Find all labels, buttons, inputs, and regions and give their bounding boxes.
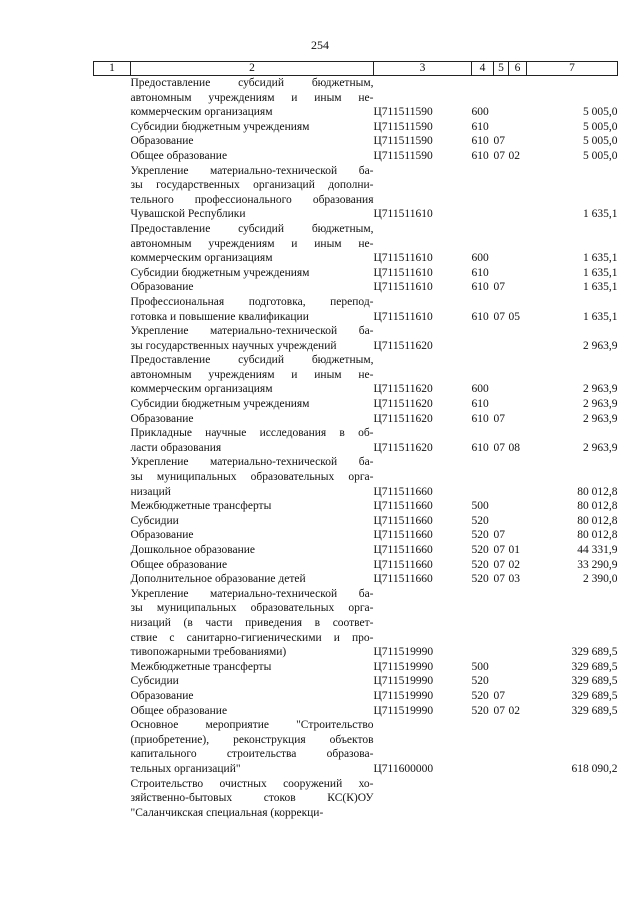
item-name-cell — [131, 587, 374, 660]
expense-type-cell: 520 — [471, 514, 489, 527]
item-name-line: Предоставление субсидий бюджетным, — [130, 354, 374, 367]
item-name-cell — [131, 572, 374, 587]
item-name-cell — [131, 295, 374, 324]
section-cell: 07 — [493, 281, 505, 294]
amount-cell: 2 390,0 — [583, 573, 618, 586]
target-code-cell: Ц711511620 — [373, 339, 433, 352]
item-name-line: Субсидии бюджетным учреждениям — [130, 120, 310, 133]
target-code-cell: Ц711511610 — [373, 208, 433, 221]
subsection-cell: 02 — [508, 558, 520, 571]
item-name-line: зы государственных научных учреждений — [130, 339, 337, 352]
item-name-cell — [131, 266, 374, 281]
subsection-cell — [509, 222, 527, 266]
table-row — [94, 412, 618, 427]
subsection-cell — [509, 587, 527, 660]
expense-type-cell: 520 — [471, 544, 489, 556]
item-name-cell — [131, 704, 374, 719]
amount-cell: 2 963,9 — [583, 383, 618, 396]
row-number-cell — [94, 134, 131, 149]
table-row — [94, 689, 618, 704]
item-name-line: Межбюджетные трансферты — [130, 660, 272, 673]
item-name-line: Прикладные научные исследования в об- — [130, 427, 374, 440]
expense-type-cell: 520 — [471, 529, 489, 542]
expense-type-cell: 610 — [471, 398, 489, 411]
section-cell — [494, 353, 509, 397]
amount-cell: 2 963,9 — [583, 441, 618, 454]
amount-cell: 1 635,1 — [583, 310, 618, 323]
amount-cell: 2 963,9 — [583, 339, 618, 352]
expense-type-cell: 520 — [471, 704, 489, 717]
expense-type-cell: 610 — [471, 149, 489, 162]
section-cell: 07 — [493, 558, 505, 571]
section-cell — [494, 222, 509, 266]
amount-cell: 2 963,9 — [583, 398, 618, 411]
section-cell: 07 — [493, 149, 505, 162]
section-cell: 07 — [493, 310, 505, 323]
target-code-cell: Ц711511660 — [373, 558, 433, 571]
item-name-cell — [131, 514, 374, 529]
table-header-row — [94, 62, 618, 76]
item-name-line: Образование — [130, 529, 194, 542]
item-name-line: Укрепление материально-технической ба- — [130, 587, 374, 600]
header-col-4: 4 — [472, 62, 494, 76]
target-code-cell: Ц711519990 — [373, 660, 434, 673]
subsection-cell — [509, 499, 527, 514]
item-name-cell — [131, 718, 374, 776]
subsection-cell — [509, 353, 527, 397]
item-name-line: автономным учреждениям и иным не- — [130, 368, 374, 381]
amount-cell: 329 689,5 — [571, 675, 618, 688]
item-name-line: Укрепление материально-технической ба- — [130, 164, 374, 177]
row-number-cell — [94, 718, 131, 776]
item-name-line: коммерческим организациям — [130, 383, 273, 396]
item-name-cell — [131, 543, 374, 558]
row-number-cell — [94, 266, 131, 281]
subsection-cell: 01 — [508, 544, 520, 556]
table-row — [94, 455, 618, 499]
subsection-cell: 02 — [508, 149, 520, 162]
header-col-2: 2 — [131, 62, 374, 76]
target-code-cell: Ц711600000 — [373, 762, 434, 775]
table-row — [94, 280, 618, 295]
header-col-1: 1 — [94, 62, 131, 76]
subsection-cell — [509, 134, 527, 149]
target-code-cell: Ц711511610 — [373, 310, 433, 323]
item-name-cell — [131, 674, 374, 689]
item-name-cell — [131, 134, 374, 149]
item-name-cell — [131, 222, 374, 266]
amount-cell: 80 012,8 — [577, 485, 618, 498]
table-row — [94, 76, 618, 120]
page-number: 254 — [311, 38, 329, 52]
table-row — [94, 543, 618, 558]
expense-type-cell — [472, 324, 494, 353]
item-name-line: Общее образование — [130, 704, 228, 717]
item-name-line: Образование — [130, 689, 194, 702]
item-name-line: капитального строительства образова- — [130, 748, 374, 761]
section-cell — [494, 455, 509, 499]
table-row — [94, 295, 618, 324]
table-row — [94, 134, 618, 149]
target-code-cell: Ц711511610 — [373, 252, 433, 265]
item-name-line: Субсидии — [130, 675, 179, 688]
item-name-line: Дополнительное образование детей — [130, 573, 306, 586]
item-name-cell — [131, 149, 374, 164]
target-code-cell: Ц711511620 — [373, 441, 433, 454]
subsection-cell — [509, 164, 527, 222]
subsection-cell — [509, 777, 527, 821]
item-name-line: ствие с санитарно-гигиеническими и про- — [130, 631, 374, 644]
item-name-cell — [131, 426, 374, 455]
target-code-cell: Ц711511660 — [373, 500, 433, 513]
row-number-cell — [94, 353, 131, 397]
amount-cell: 1 635,1 — [583, 208, 618, 221]
amount-cell: 5 005,0 — [583, 149, 618, 162]
subsection-cell — [509, 397, 527, 412]
expense-type-cell: 520 — [471, 573, 489, 586]
amount-cell: 618 090,2 — [571, 762, 618, 775]
target-code-cell: Ц711511620 — [373, 398, 433, 411]
item-name-cell — [131, 164, 374, 222]
expense-type-cell — [472, 455, 494, 499]
expense-type-cell: 520 — [471, 558, 489, 571]
item-name-line: Строительство очистных сооружений хо- — [130, 777, 374, 790]
expense-type-cell: 610 — [471, 135, 489, 148]
table-row — [94, 222, 618, 266]
table-row — [94, 499, 618, 514]
table-row — [94, 149, 618, 164]
section-cell — [494, 164, 509, 222]
row-number-cell — [94, 120, 131, 135]
amount-cell: 80 012,8 — [577, 500, 618, 513]
amount-cell: 2 963,9 — [583, 412, 618, 425]
item-name-line: Образование — [130, 412, 194, 425]
row-number-cell — [94, 280, 131, 295]
expense-type-cell: 500 — [471, 660, 489, 673]
item-name-line: тивопожарными требованиями) — [130, 646, 287, 659]
table-row — [94, 324, 618, 353]
expense-type-cell — [472, 164, 494, 222]
item-name-cell — [131, 558, 374, 573]
section-cell — [494, 718, 509, 776]
table-row — [94, 397, 618, 412]
subsection-cell — [509, 689, 527, 704]
target-code-cell: Ц711511620 — [373, 412, 433, 425]
row-number-cell — [94, 660, 131, 675]
row-number-cell — [94, 777, 131, 821]
subsection-cell — [509, 660, 527, 675]
subsection-cell: 02 — [508, 704, 520, 717]
expense-type-cell: 610 — [471, 412, 489, 425]
expense-type-cell: 600 — [471, 383, 489, 396]
amount-cell: 329 689,5 — [571, 646, 618, 659]
item-name-cell — [131, 324, 374, 353]
item-name-line: тельных организаций" — [130, 762, 241, 775]
amount-cell: 1 635,1 — [583, 266, 618, 279]
expense-type-cell — [472, 587, 494, 660]
expense-type-cell: 610 — [471, 281, 489, 294]
subsection-cell: 08 — [508, 441, 520, 454]
item-name-line: коммерческим организациям — [130, 252, 273, 265]
expense-type-cell: 520 — [471, 689, 489, 702]
section-cell — [494, 587, 509, 660]
section-cell: 07 — [493, 544, 505, 556]
amount-cell: 5 005,0 — [583, 106, 618, 119]
target-code-cell — [374, 777, 472, 821]
amount-cell: 5 005,0 — [583, 135, 618, 148]
row-number-cell — [94, 587, 131, 660]
item-name-cell — [131, 397, 374, 412]
target-code-cell: Ц711519990 — [373, 675, 434, 688]
row-number-cell — [94, 572, 131, 587]
table-row — [94, 164, 618, 222]
subsection-cell — [509, 280, 527, 295]
subsection-cell: 03 — [508, 573, 520, 586]
item-name-line: Укрепление материально-технической ба- — [130, 325, 374, 338]
target-code-cell: Ц711511590 — [373, 120, 433, 133]
item-name-cell — [131, 455, 374, 499]
row-number-cell — [94, 499, 131, 514]
section-cell — [494, 660, 509, 675]
subsection-cell — [509, 455, 527, 499]
row-number-cell — [94, 412, 131, 427]
subsection-cell — [509, 266, 527, 281]
subsection-cell — [509, 674, 527, 689]
row-number-cell — [94, 543, 131, 558]
table-row — [94, 587, 618, 660]
table-row — [94, 674, 618, 689]
target-code-cell: Ц711511660 — [373, 529, 433, 542]
item-name-line: низаций — [130, 485, 171, 498]
target-code-cell: Ц711511590 — [373, 149, 433, 162]
table-body — [94, 76, 618, 821]
budget-table — [93, 61, 618, 820]
table-row — [94, 353, 618, 397]
target-code-cell: Ц711511590 — [373, 135, 433, 148]
item-name-cell — [131, 689, 374, 704]
subsection-cell — [509, 120, 527, 135]
expense-type-cell: 610 — [471, 266, 489, 279]
row-number-cell — [94, 455, 131, 499]
section-cell — [494, 499, 509, 514]
section-cell: 07 — [493, 573, 505, 586]
section-cell — [494, 266, 509, 281]
item-name-line: Профессиональная подготовка, перепод- — [130, 295, 374, 308]
item-name-line: Образование — [130, 135, 194, 148]
header-col-5: 5 — [494, 62, 509, 76]
table-row — [94, 528, 618, 543]
expense-type-cell — [472, 777, 494, 821]
item-name-line: Субсидии бюджетным учреждениям — [130, 398, 310, 411]
expense-type-cell: 520 — [471, 675, 489, 688]
table-row — [94, 704, 618, 719]
item-name-line: Предоставление субсидий бюджетным, — [130, 222, 374, 235]
amount-cell — [527, 777, 618, 821]
row-number-cell — [94, 426, 131, 455]
item-name-cell — [131, 528, 374, 543]
table-row — [94, 572, 618, 587]
row-number-cell — [94, 295, 131, 324]
table-row — [94, 660, 618, 675]
amount-cell: 1 635,1 — [583, 252, 618, 265]
item-name-cell — [131, 76, 374, 120]
header-col-7: 7 — [527, 62, 618, 76]
target-code-cell: Ц711511660 — [373, 514, 433, 527]
amount-cell: 5 005,0 — [583, 120, 618, 133]
table-row — [94, 426, 618, 455]
section-cell: 07 — [493, 135, 505, 148]
subsection-cell — [509, 412, 527, 427]
item-name-line: Субсидии бюджетным учреждениям — [130, 266, 310, 279]
section-cell — [494, 324, 509, 353]
item-name-line: тельного профессионального образования — [130, 193, 374, 206]
item-name-cell — [131, 660, 374, 675]
item-name-line: коммерческим организациям — [130, 106, 273, 119]
section-cell: 07 — [493, 412, 505, 425]
subsection-cell — [509, 528, 527, 543]
expense-type-cell: 610 — [471, 441, 489, 454]
item-name-line: "Саланчикская специальная (коррекци- — [130, 806, 324, 819]
subsection-cell — [509, 324, 527, 353]
target-code-cell: Ц711511620 — [373, 383, 433, 396]
subsection-cell: 05 — [508, 310, 520, 323]
item-name-line: (приобретение), реконструкция объектов — [130, 733, 374, 746]
item-name-line: Субсидии — [130, 514, 179, 527]
section-cell — [494, 397, 509, 412]
item-name-line: Предоставление субсидий бюджетным, — [130, 77, 374, 89]
row-number-cell — [94, 76, 131, 120]
expense-type-cell: 500 — [471, 500, 489, 513]
row-number-cell — [94, 558, 131, 573]
item-name-line: низаций (в части приведения в соответ- — [130, 616, 374, 629]
amount-cell: 44 331,9 — [577, 544, 618, 556]
amount-cell: 33 290,9 — [577, 558, 618, 571]
item-name-line: зы муниципальных образовательных орга- — [130, 602, 374, 615]
target-code-cell: Ц711511660 — [373, 485, 433, 498]
row-number-cell — [94, 674, 131, 689]
subsection-cell — [509, 76, 527, 120]
target-code-cell: Ц711511610 — [373, 266, 433, 279]
row-number-cell — [94, 528, 131, 543]
section-cell — [494, 120, 509, 135]
subsection-cell — [509, 718, 527, 776]
target-code-cell: Ц711519990 — [373, 646, 434, 659]
row-number-cell — [94, 704, 131, 719]
item-name-line: Общее образование — [130, 149, 228, 162]
section-cell — [494, 514, 509, 529]
expense-type-cell: 610 — [471, 120, 489, 133]
amount-cell: 80 012,8 — [577, 529, 618, 542]
section-cell — [494, 76, 509, 120]
section-cell: 07 — [493, 441, 505, 454]
row-number-cell — [94, 514, 131, 529]
target-code-cell: Ц711511610 — [373, 281, 433, 294]
section-cell: 07 — [493, 689, 505, 702]
amount-cell: 1 635,1 — [583, 281, 618, 294]
amount-cell: 329 689,5 — [571, 660, 618, 673]
item-name-cell — [131, 120, 374, 135]
target-code-cell: Ц711511660 — [373, 573, 433, 586]
item-name-line: зяйственно-бытовых стоков КС(К)ОУ — [130, 792, 374, 805]
item-name-line: зы государственных организаций дополни- — [130, 179, 374, 192]
item-name-cell — [131, 353, 374, 397]
expense-type-cell: 600 — [471, 106, 489, 119]
header-col-3: 3 — [374, 62, 472, 76]
subsection-cell — [509, 514, 527, 529]
item-name-line: автономным учреждениям и иным не- — [130, 237, 374, 250]
item-name-line: Чувашской Республики — [130, 208, 246, 221]
target-code-cell: Ц711519990 — [373, 704, 434, 717]
item-name-line: Общее образование — [130, 558, 228, 571]
table-row — [94, 718, 618, 776]
expense-type-cell: 610 — [471, 310, 489, 323]
expense-type-cell — [472, 718, 494, 776]
item-name-cell — [131, 280, 374, 295]
header-col-6: 6 — [509, 62, 527, 76]
row-number-cell — [94, 689, 131, 704]
section-cell: 07 — [493, 529, 505, 542]
item-name-cell — [131, 412, 374, 427]
section-cell — [494, 777, 509, 821]
item-name-line: ласти образования — [130, 441, 222, 454]
table-row — [94, 266, 618, 281]
table-row — [94, 777, 618, 821]
table-row — [94, 120, 618, 135]
item-name-line: Основное мероприятие "Строительство — [130, 719, 374, 732]
row-number-cell — [94, 397, 131, 412]
item-name-line: зы муниципальных образовательных орга- — [130, 471, 374, 484]
expense-type-cell: 600 — [471, 252, 489, 265]
section-cell — [494, 674, 509, 689]
item-name-cell — [131, 499, 374, 514]
item-name-line: Образование — [130, 281, 194, 294]
item-name-line: Межбюджетные трансферты — [130, 500, 272, 513]
amount-cell: 329 689,5 — [571, 704, 618, 717]
section-cell: 07 — [493, 704, 505, 717]
target-code-cell: Ц711511590 — [373, 106, 433, 119]
table-row — [94, 558, 618, 573]
table-row — [94, 514, 618, 529]
row-number-cell — [94, 324, 131, 353]
target-code-cell: Ц711511660 — [373, 544, 433, 556]
target-code-cell: Ц711519990 — [373, 689, 434, 702]
row-number-cell — [94, 149, 131, 164]
row-number-cell — [94, 164, 131, 222]
item-name-line: автономным учреждениям и иным не- — [130, 91, 374, 104]
item-name-line: Укрепление материально-технической ба- — [130, 456, 374, 469]
amount-cell: 80 012,8 — [577, 514, 618, 527]
item-name-line: Дошкольное образование — [130, 544, 256, 556]
item-name-line: готовка и повышение квалификации — [130, 310, 309, 323]
item-name-cell — [131, 777, 374, 821]
amount-cell: 329 689,5 — [571, 689, 618, 702]
row-number-cell — [94, 222, 131, 266]
